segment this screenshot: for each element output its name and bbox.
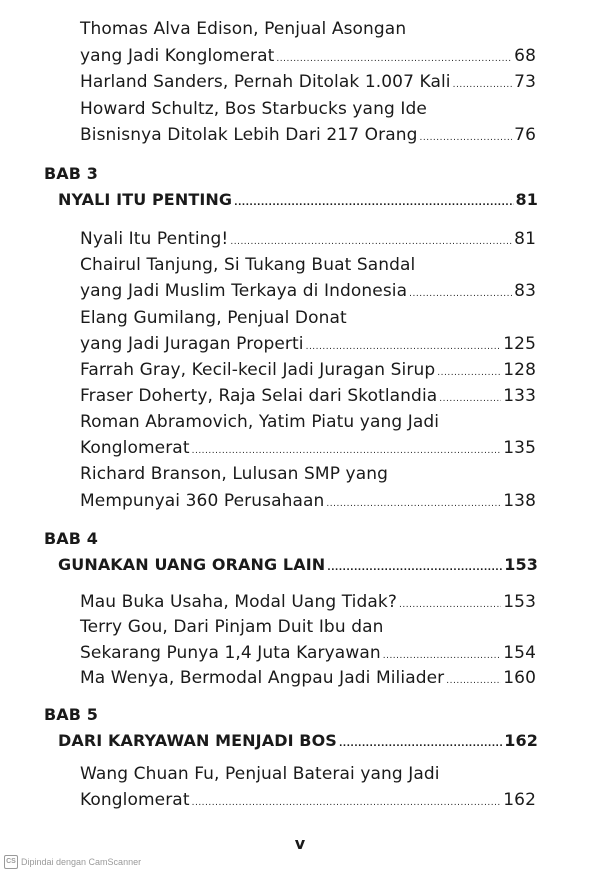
- chapter-title: NYALI ITU PENTING: [58, 190, 233, 209]
- toc-entry: [80, 385, 536, 410]
- entry-page-number: 162: [503, 790, 536, 810]
- toc-entry: [80, 591, 536, 616]
- toc-entry-line: [80, 307, 536, 329]
- entry-title-line: Elang Gumilang, Penjual Donat: [80, 308, 347, 328]
- toc-entry: [80, 359, 536, 384]
- entry-page-number: 81: [514, 229, 536, 249]
- toc-entry-line: [80, 18, 536, 40]
- toc-entry-line: [80, 463, 536, 485]
- toc-entry-line: [80, 411, 536, 433]
- entry-page-number: 160: [503, 668, 536, 688]
- entry-page-number: 68: [514, 46, 536, 66]
- toc-entry: [80, 45, 536, 70]
- entry-page-number: 154: [503, 643, 536, 663]
- dot-leader: [234, 192, 513, 214]
- entry-title-line: Mempunyai 360 Perusahaan: [80, 491, 325, 511]
- entry-title-line: Bisnisnya Ditolak Lebih Dari 217 Orang: [80, 125, 418, 145]
- entry-title-line: Wang Chuan Fu, Penjual Baterai yang Jadi: [80, 764, 440, 784]
- entry-title-line: Farrah Gray, Kecil-kecil Jadi Juragan Sirup: [80, 360, 436, 380]
- watermark-text: Dipindai dengan CamScanner: [21, 857, 142, 867]
- toc-entry: [80, 490, 536, 515]
- entry-title-line: Konglomerat: [80, 790, 190, 810]
- entry-title-line: yang Jadi Juragan Properti: [80, 334, 304, 354]
- chapter-label: BAB 4: [44, 529, 98, 548]
- entry-page-number: 153: [503, 592, 536, 612]
- dot-leader: [439, 388, 501, 410]
- chapter-heading: [58, 189, 538, 214]
- toc-entry-line: [80, 763, 536, 785]
- chapter-title: GUNAKAN UANG ORANG LAIN: [58, 555, 326, 574]
- entry-title-line: Mau Buka Usaha, Modal Uang Tidak?: [80, 592, 397, 612]
- entry-page-number: 135: [503, 438, 536, 458]
- toc-entry: [80, 124, 536, 149]
- entry-title-line: Roman Abramovich, Yatim Piatu yang Jadi: [80, 412, 440, 432]
- toc-entry: [80, 71, 536, 96]
- toc-entry: [80, 280, 536, 305]
- dot-leader: [327, 557, 502, 579]
- chapter-label: BAB 5: [44, 705, 98, 724]
- dot-leader: [453, 74, 513, 96]
- entry-page-number: 76: [514, 125, 536, 145]
- dot-leader: [437, 362, 501, 384]
- entry-title-line: yang Jadi Konglomerat: [80, 46, 275, 66]
- toc-entry: [80, 789, 536, 814]
- toc-entry: [80, 437, 536, 462]
- chapter-page-number: 162: [504, 731, 538, 750]
- toc-entry: [80, 642, 536, 667]
- dot-leader: [306, 336, 502, 358]
- entry-title-line: yang Jadi Muslim Terkaya di Indonesia: [80, 281, 408, 301]
- entry-page-number: 125: [503, 334, 536, 354]
- dot-leader: [419, 127, 512, 149]
- dot-leader: [383, 645, 502, 667]
- entry-page-number: 128: [503, 360, 536, 380]
- page-number-footer: v: [294, 834, 306, 853]
- dot-leader: [276, 48, 512, 70]
- entry-title-line: Sekarang Punya 1,4 Juta Karyawan: [80, 643, 381, 663]
- dot-leader: [409, 283, 512, 305]
- entry-title-line: Chairul Tanjung, Si Tukang Buat Sandal: [80, 255, 416, 275]
- entry-page-number: 138: [503, 491, 536, 511]
- scanner-watermark: [4, 855, 141, 869]
- entry-title-line: Thomas Alva Edison, Penjual Asongan: [80, 19, 407, 39]
- entry-title-line: Nyali Itu Penting!: [80, 229, 229, 249]
- entry-page-number: 83: [514, 281, 536, 301]
- camscanner-logo-icon: CS: [4, 855, 18, 869]
- dot-leader: [399, 594, 501, 616]
- chapter-heading: [58, 554, 538, 579]
- toc-entry: [80, 228, 536, 253]
- toc-entry-line: [80, 616, 536, 638]
- entry-title-line: Richard Branson, Lulusan SMP yang: [80, 464, 388, 484]
- entry-title-line: Ma Wenya, Bermodal Angpau Jadi Miliader: [80, 668, 445, 688]
- chapter-heading: [58, 730, 538, 755]
- toc-entry: [80, 667, 536, 692]
- toc-entry-line: [80, 98, 536, 120]
- dot-leader: [192, 440, 502, 462]
- chapter-label: BAB 3: [44, 164, 98, 183]
- dot-leader: [230, 231, 512, 253]
- entry-title-line: Howard Schultz, Bos Starbucks yang Ide: [80, 99, 427, 119]
- dot-leader: [192, 792, 502, 814]
- toc-entry-line: [80, 254, 536, 276]
- entry-title-line: Terry Gou, Dari Pinjam Duit Ibu dan: [80, 617, 384, 637]
- dot-leader: [339, 733, 502, 755]
- entry-title-line: Konglomerat: [80, 438, 190, 458]
- dot-leader: [326, 493, 501, 515]
- entry-title-line: Harland Sanders, Pernah Ditolak 1.007 Kali: [80, 72, 451, 92]
- entry-title-line: Fraser Doherty, Raja Selai dari Skotlandia: [80, 386, 438, 406]
- entry-page-number: 73: [514, 72, 536, 92]
- entry-page-number: 133: [503, 386, 536, 406]
- dot-leader: [446, 670, 501, 692]
- chapter-page-number: 81: [515, 190, 538, 209]
- chapter-page-number: 153: [504, 555, 538, 574]
- chapter-title: DARI KARYAWAN MENJADI BOS: [58, 731, 337, 750]
- toc-entry: [80, 333, 536, 358]
